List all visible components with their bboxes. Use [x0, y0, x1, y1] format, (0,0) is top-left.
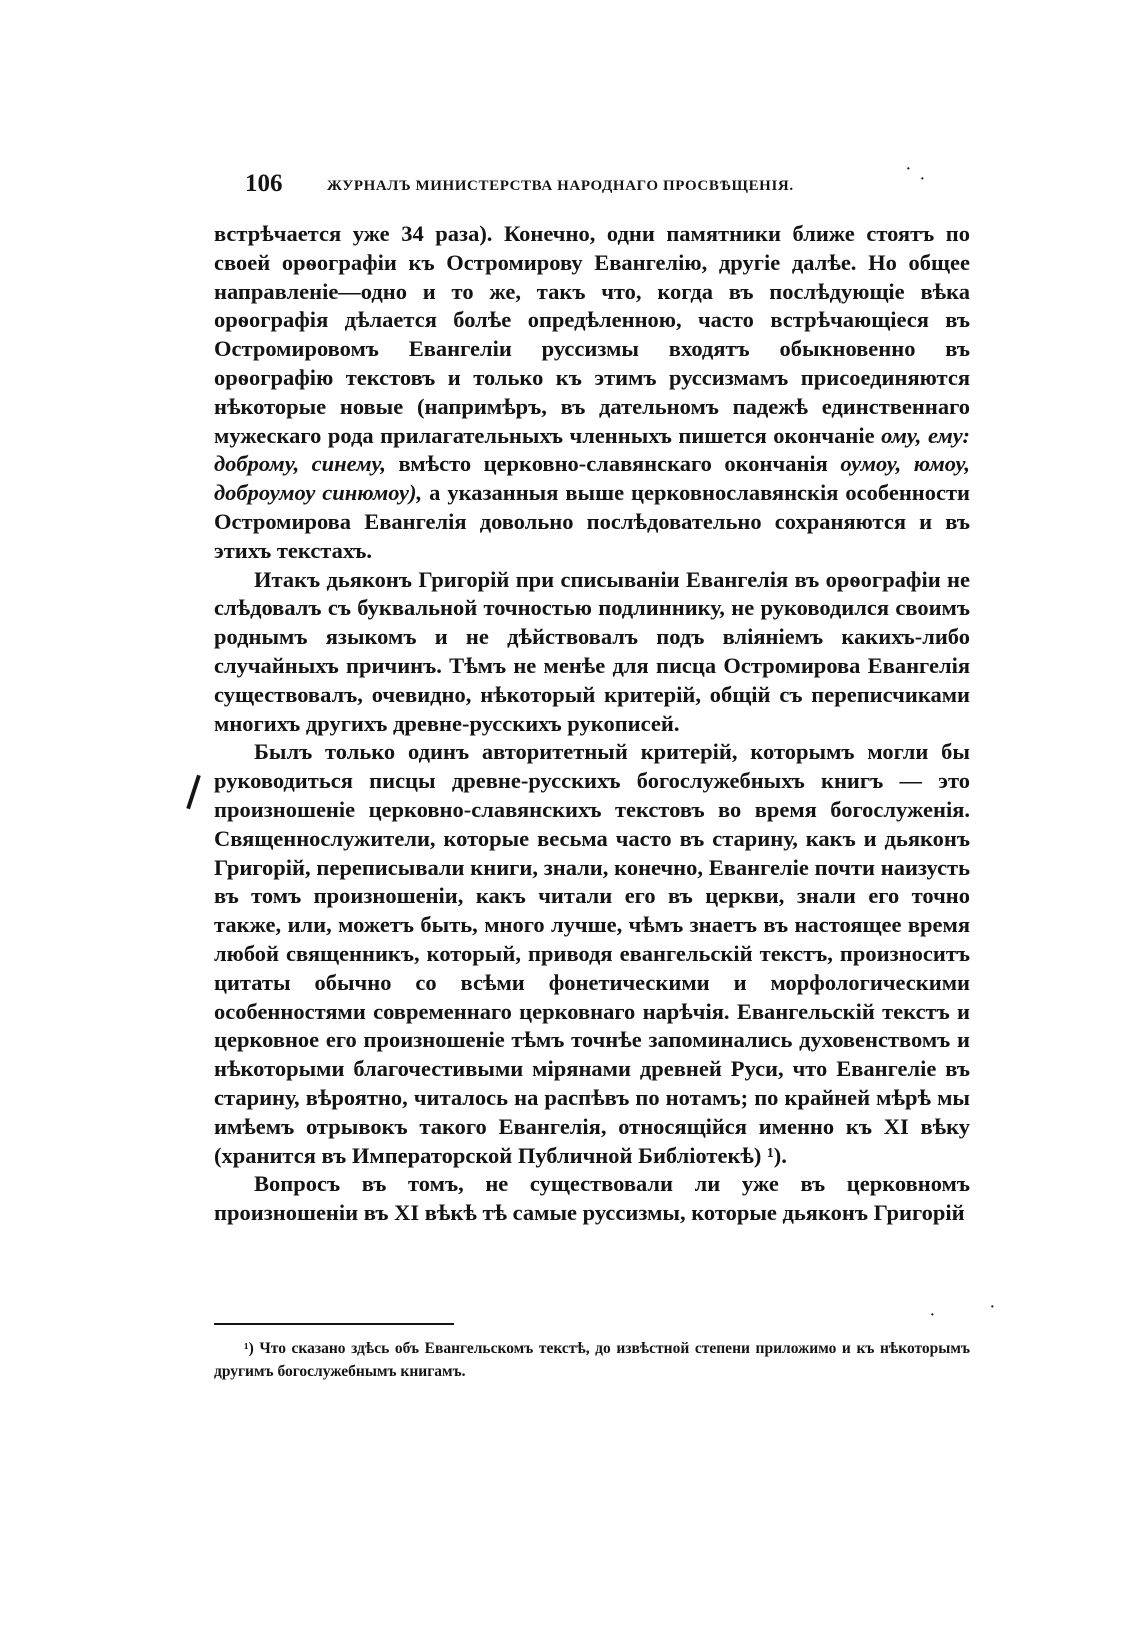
footnote-text: Что сказано здѣсь объ Евангельскомъ текстѣ, до извѣстной степени приложимо и къ нѣкоторымъ другимъ богослужебнымъ книгамъ.	[214, 1340, 970, 1380]
paragraph-4: Вопросъ въ томъ, не существовали ли уже въ церковномъ произношеніи въ XI вѣкѣ тѣ самые руссизмы, которые дьяконъ Григорій	[214, 1171, 970, 1226]
footnote-marker: ¹)	[244, 1340, 254, 1357]
page-number: 106	[245, 170, 283, 197]
paragraph-1	[214, 220, 970, 566]
footnote-reference: ¹).	[767, 1142, 787, 1168]
margin-pencil-mark: ❘	[174, 768, 214, 813]
paragraph-2: Итакъ дьяконъ Григорій при списываніи Евангелія въ орѳографіи не слѣдовалъ съ буквальной точностью подлиннику, не руководился своимъ роднымъ языкомъ и не дѣйствовалъ подъ вліяніемъ какихъ-либо случайныхъ причинъ. Тѣмъ не менѣе для писца Остромирова Евангелія существовалъ, очевидно, нѣкоторый критерій, общій съ переписчиками многихъ другихъ древне-русскихъ рукописей.	[214, 566, 970, 736]
page-header	[245, 170, 937, 204]
paragraph-3	[214, 738, 970, 1170]
paragraph-1-text-b: вмѣсто церковно-славянскаго окончанія	[398, 451, 828, 477]
scan-speck: ·	[906, 162, 911, 177]
scan-speck: ·	[990, 1300, 995, 1315]
footnote	[214, 1337, 970, 1383]
paragraph-3-text: Былъ только одинъ авторитетный критерій, которымъ могли бы руководиться писцы древне-русскихъ богослужебныхъ книгъ — это произношеніе церковно-славянскихъ текстовъ во время богослуженія. Священнослужители, которые весьма часто въ старину, какъ и дьяконъ Григорій, переписывали книги, знали, конечно, Евангеліе почти наизусть въ томъ произношеніи, какъ читали его въ церкви, знали его точно также, или, можетъ быть, много лучше, чѣмъ знаетъ въ настоящее время любой священникъ, который, приводя евангельскій текстъ, произноситъ цитаты обычно со всѣми фонетическими и морфологическими особенностями современнаго церковнаго нарѣчія. Евангельскій текстъ и церковное его произношеніе тѣмъ точнѣе запоминались духовенствомъ и нѣкоторыми благочестивыми мірянами древней Руси, что Евангеліе въ старину, вѣроятно, читалось на распѣвъ по нотамъ; по крайней мѣрѣ мы имѣемъ отрывокъ такого Евангелія, относящійся именно къ XI вѣку (хранится въ Императорской Публичной Библіотекѣ)	[214, 739, 970, 1168]
footnote-body	[214, 1337, 970, 1383]
footnote-divider	[214, 1323, 454, 1325]
running-title: ЖУРНАЛЪ МИНИСТЕРСТВА НАРОДНАГО ПРОСВѢЩЕНІЯ.	[327, 178, 794, 194]
paragraph-1-italic-b: оумоу, юмоу, доброумоу синюмоу),	[214, 451, 971, 506]
paragraph-1-text-c: а указанныя выше церковнославянскія особенности Остромирова Евангелія довольно послѣдовательно сохраняются и въ этихъ текстахъ.	[214, 480, 970, 563]
paragraph-1-text-a: встрѣчается уже 34 раза). Конечно, одни памятники ближе стоятъ по своей орѳографіи къ Остромирову Евангелію, другіе далѣе. Но общее направленіе—одно и то же, такъ что, когда въ послѣдующіе вѣка орѳографія дѣлается болѣе опредѣленною, часто встрѣчающіеся въ Остромировомъ Евангеліи руссизмы входятъ обыкновенно въ орѳографію текстовъ и только къ этимъ руссизмамъ присоединяются нѣкоторые новые (напримѣръ, въ дательномъ падежѣ единственнаго мужескаго рода прилагательныхъ членныхъ пишется окончаніе	[214, 221, 970, 448]
scan-speck: ·	[920, 172, 925, 187]
paragraph-1-italic-a: ому, ему: доброму, синему,	[214, 422, 970, 477]
scan-speck: ·	[930, 1308, 935, 1323]
main-text	[214, 220, 970, 1228]
